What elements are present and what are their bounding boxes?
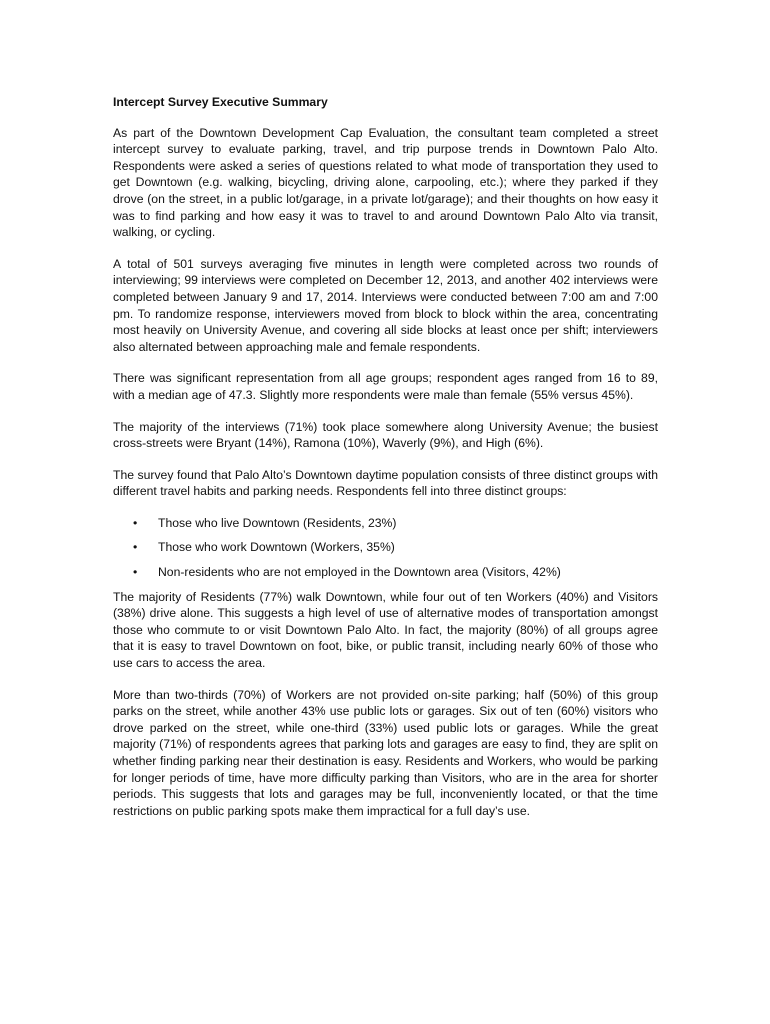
bullet-icon: • (133, 515, 138, 530)
list-item (113, 564, 658, 581)
list-item-text: Those who work Downtown (Workers, 35%) (158, 540, 395, 555)
document-page (113, 94, 658, 834)
paragraph-demographics: There was significant representation from all age groups; respondent ages ranged from 16 to 89, with a median age of 47.3. Slightly more respondents were male than female (55% versus 45%). (113, 371, 658, 402)
paragraph-locations: The majority of the interviews (71%) took place somewhere along University Avenue; the busiest cross-streets were Bryant (14%), Ramona (10%), Waverly (9%), and High (6%). (113, 419, 658, 451)
groups-bullet-list (113, 515, 658, 581)
bullet-icon: • (133, 540, 138, 555)
list-item-text: Non-residents who are not employed in the Downtown area (Visitors, 42%) (158, 565, 561, 580)
paragraph-intro: As part of the Downtown Development Cap Evaluation, the consultant team completed a street intercept survey to evaluate parking, travel, and trip purpose trends in Downtown Palo Alto. Respondents were asked a series of questions related to what mode of transportation they used to get Downtown (e.g. walking, bicycling, driving alone, carpooling, etc.); where they parked if they drove (on the street, in a public lot/garage, in a private lot/garage); and their thoughts on how easy it was to find parking and how easy it was to travel to and around Downtown Palo Alto via transit, walking, or cycling. (113, 125, 658, 240)
paragraph-parking: More than two-thirds (70%) of Workers are not provided on-site parking; half (50%) of this group parks on the street, while another 43% use public lots or garages. Six out of ten (60%) visitors who drove parked on the street, while one-third (33%) used public lots or garages. While the great majority (71%) of respondents agrees that parking lots and garages are easy to find, they are split on whether finding parking near their destination is easy. Residents and Workers, who would be parking for longer periods of time, have more difficulty parking than Visitors, who are in the area for shorter periods. This suggests that lots and garages may be full, inconveniently located, or that the time restrictions on public parking spots make them impractical for a full day’s use. (113, 687, 658, 818)
paragraph-methodology: A total of 501 surveys averaging five minutes in length were completed across two rounds of interviewing; 99 interviews were completed on December 12, 2013, and another 402 interviews were completed between January 9 and 17, 2014. Interviews were conducted between 7:00 am and 7:00 pm. To randomize response, interviewers moved from block to block within the area, concentrating most heavily on University Avenue, and covering all side blocks at least once per shift; interviewers also alternated between approaching male and female respondents. (113, 256, 658, 354)
bullet-icon: • (133, 565, 138, 580)
list-item-text: Those who live Downtown (Residents, 23%) (158, 515, 397, 530)
list-item (113, 539, 658, 556)
paragraph-travel-modes: The majority of Residents (77%) walk Downtown, while four out of ten Workers (40%) and Visitors (38%) drive alone. This suggests a high level of use of alternative modes of transportation amongst those who commute to or visit Downtown Palo Alto. In fact, the majority (80%) of all groups agree that it is easy to travel Downtown on foot, bike, or public transit, including nearly 60% of those who use cars to access the area. (113, 589, 658, 671)
document-title: Intercept Survey Executive Summary (113, 95, 328, 109)
paragraph-groups-intro: The survey found that Palo Alto’s Downtown daytime population consists of three distinct groups with different travel habits and parking needs. Respondents fell into three distinct groups: (113, 467, 658, 499)
list-item (113, 515, 658, 532)
